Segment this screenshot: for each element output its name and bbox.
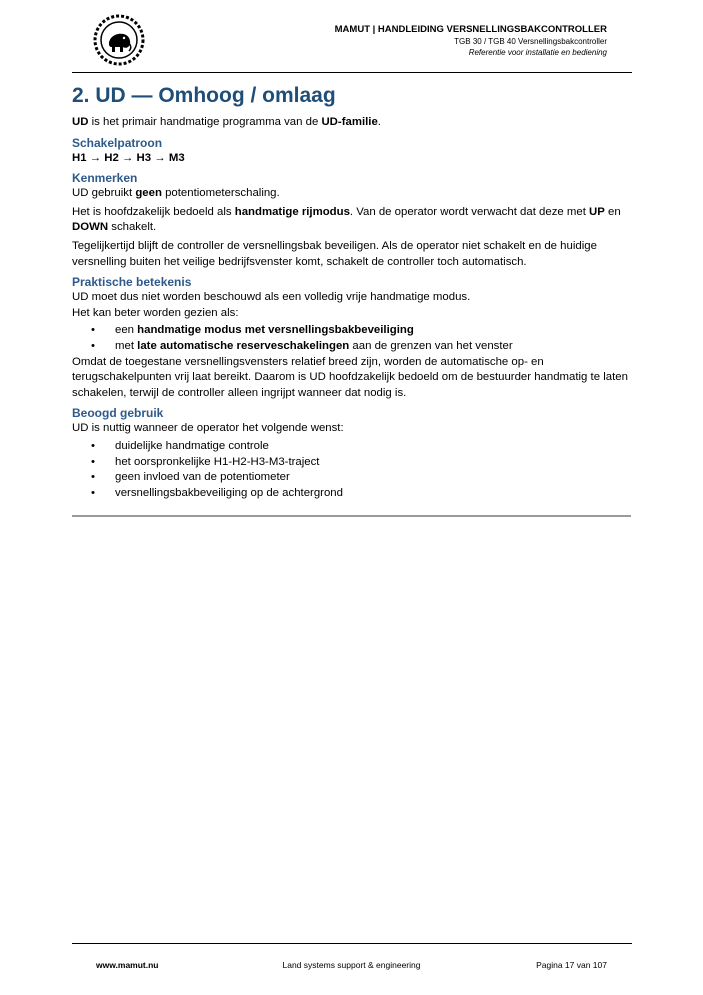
mamut-logo	[93, 14, 145, 66]
document-body	[72, 82, 632, 517]
bullet-icon: •	[91, 471, 95, 484]
section-heading-kenmerken: Kenmerken	[72, 171, 138, 186]
section-end-divider	[72, 515, 631, 517]
bullet-icon: •	[91, 439, 95, 452]
section-heading-schakelpatroon: Schakelpatroon	[72, 135, 163, 150]
bullet-icon: •	[91, 486, 95, 499]
header-divider	[72, 72, 632, 73]
gebruik-list	[72, 439, 632, 501]
list-item: • het oorspronkelijke H1-H2-H3-M3-traject	[115, 455, 632, 471]
betekenis-line-2: Het kan beter worden gezien als:	[72, 306, 239, 319]
bullet-icon: •	[91, 324, 95, 337]
intro-paragraph: UD is het primair handmatige programma van de UD-familie.	[72, 116, 381, 128]
betekenis-list	[72, 323, 632, 354]
header-title: MAMUT | HANDLEIDING VERSNELLINGSBAKCONTROLLER	[334, 24, 607, 35]
list-item: • een handmatige modus met versnellingsbakbeveiliging	[115, 323, 632, 339]
shift-pattern: H1 → H2 → H3 → M3	[72, 151, 185, 164]
bullet-icon: •	[91, 339, 95, 352]
betekenis-line-1: UD moet dus niet worden beschouwd als een volledig vrije handmatige modus.	[72, 291, 471, 304]
kenmerken-paragraph-2: Het is hoofdzakelijk bedoeld als handmatige rijmodus. Van de operator wordt verwacht dat deze met UP en DOWN schakelt.	[72, 205, 621, 234]
list-item: • versnellingsbakbeveiliging op de achtergrond	[115, 486, 632, 502]
page-number: Pagina 17 van 107	[536, 960, 607, 970]
betekenis-paragraph: Omdat de toegestane versnellingsvensters relatief breed zijn, worden de automatische op- en terugschakelpunten vrij laat bereikt. Daarom is UD hoofdzakelijk bedoeld om de bestuurder handmatig te laten schakelen, terwijl de controller alleen ingrijpt wanneer dat nodig is.	[72, 355, 628, 399]
bullet-icon: •	[91, 455, 95, 468]
section-heading-praktische-betekenis: Praktische betekenis	[72, 275, 192, 290]
list-item: • duidelijke handmatige controle	[115, 439, 632, 455]
list-item: • met late automatische reserveschakelingen aan de grenzen van het venster	[115, 339, 632, 355]
list-item: • geen invloed van de potentiometer	[115, 470, 632, 486]
gebruik-intro: UD is nuttig wanneer de operator het volgende wenst:	[72, 422, 344, 435]
section-heading-beoogd-gebruik: Beoogd gebruik	[72, 406, 164, 421]
footer-website: www.mamut.nu	[96, 960, 159, 970]
footer-divider	[72, 943, 632, 944]
kenmerken-paragraph-3: Tegelijkertijd blijft de controller de versnellingsbak beveiligen. Als de operator niet schakelt en de huidige versnelling buiten het veilige bedrijfsvenster komt, schakelt de controller toch automatisch.	[72, 239, 597, 268]
footer-tagline: Land systems support & engineering	[282, 960, 421, 970]
header-subtitle-2: Referentie voor installatie en bediening	[468, 48, 607, 57]
page-title: 2. UD — Omhoog / omlaag	[72, 84, 336, 107]
kenmerken-paragraph-1: UD gebruikt geen potentiometerschaling.	[72, 187, 280, 200]
page-header	[0, 0, 703, 74]
header-subtitle: TGB 30 / TGB 40 Versnellingsbakcontroller	[454, 37, 607, 46]
